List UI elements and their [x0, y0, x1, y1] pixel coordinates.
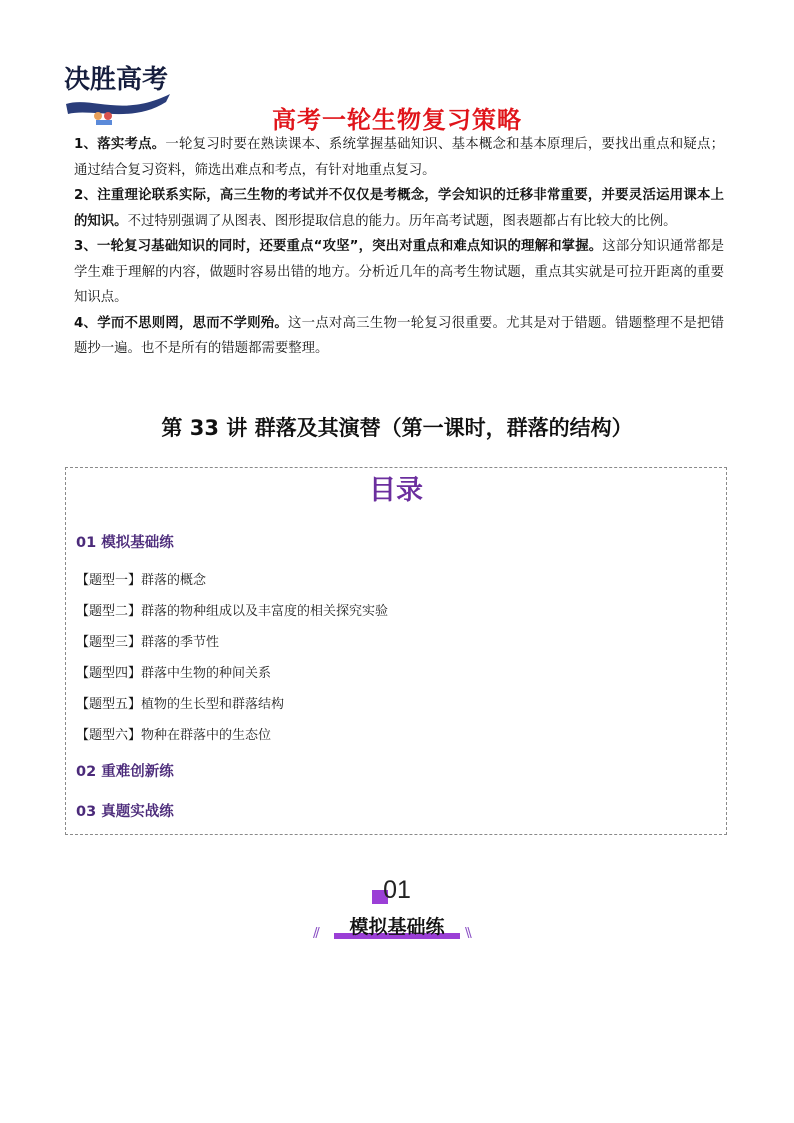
toc-section-01[interactable]: 01 模拟基础练 — [76, 535, 174, 551]
toc-item[interactable]: 【题型一】群落的概念 — [76, 573, 207, 588]
toc-section-02[interactable]: 02 重难创新练 — [76, 764, 174, 780]
intro-paragraph: 4、学而不思则罔，思而不学则殆。这一点对高三生物一轮复习很重要。尤其是对于错题。错题整理不是把错题抄一遍。也不是所有的错题都需要整理。 — [74, 315, 724, 356]
intro-paragraph: 1、落实考点。一轮复习时要在熟读课本、系统掌握基础知识、基本概念和基本原理后，要找出重点和疑点；通过结合复习资料，筛选出难点和考点，有针对地重点复习。 — [74, 137, 724, 178]
table-of-contents — [65, 467, 727, 835]
toc-item[interactable]: 【题型四】群落中生物的种间关系 — [76, 666, 272, 681]
toc-section-03[interactable]: 03 真题实战练 — [76, 804, 174, 820]
intro-strategies — [74, 132, 724, 362]
toc-item[interactable]: 【题型五】植物的生长型和群落结构 — [76, 697, 285, 712]
logo-text: 决胜高考 — [64, 65, 169, 95]
banner-right-slash-icon: \\ — [465, 926, 470, 941]
banner-label: 模拟基础练 — [349, 916, 445, 938]
banner-number: 01 — [383, 876, 411, 904]
banner-left-slash-icon: // — [313, 926, 318, 941]
toc-heading: 目录 — [369, 475, 423, 506]
document-title: 高考一轮生物复习策略 — [272, 106, 522, 134]
toc-item[interactable]: 【题型二】群落的物种组成以及丰富度的相关探究实验 — [76, 604, 389, 619]
intro-paragraph: 3、一轮复习基础知识的同时，还要重点“攻坚”，突出对重点和难点知识的理解和掌握。这部分知识通常都是学生难于理解的内容，做题时容易出错的地方。分析近几年的高考生物试题，重点其实就是可拉开距离的重要知识点。 — [74, 239, 724, 305]
toc-item[interactable]: 【题型六】物种在群落中的生态位 — [76, 728, 272, 743]
lecture-title: 第 33 讲 群落及其演替（第一课时，群落的结构） — [161, 416, 633, 440]
intro-paragraph: 2、注重理论联系实际，高三生物的考试并不仅仅是考概念，学会知识的迁移非常重要，并要灵活运用课本上的知识。不过特别强调了从图表、图形提取信息的能力。历年高考试题，图表题都占有比较大的比例。 — [74, 188, 724, 229]
toc-item[interactable]: 【题型三】群落的季节性 — [76, 635, 220, 650]
